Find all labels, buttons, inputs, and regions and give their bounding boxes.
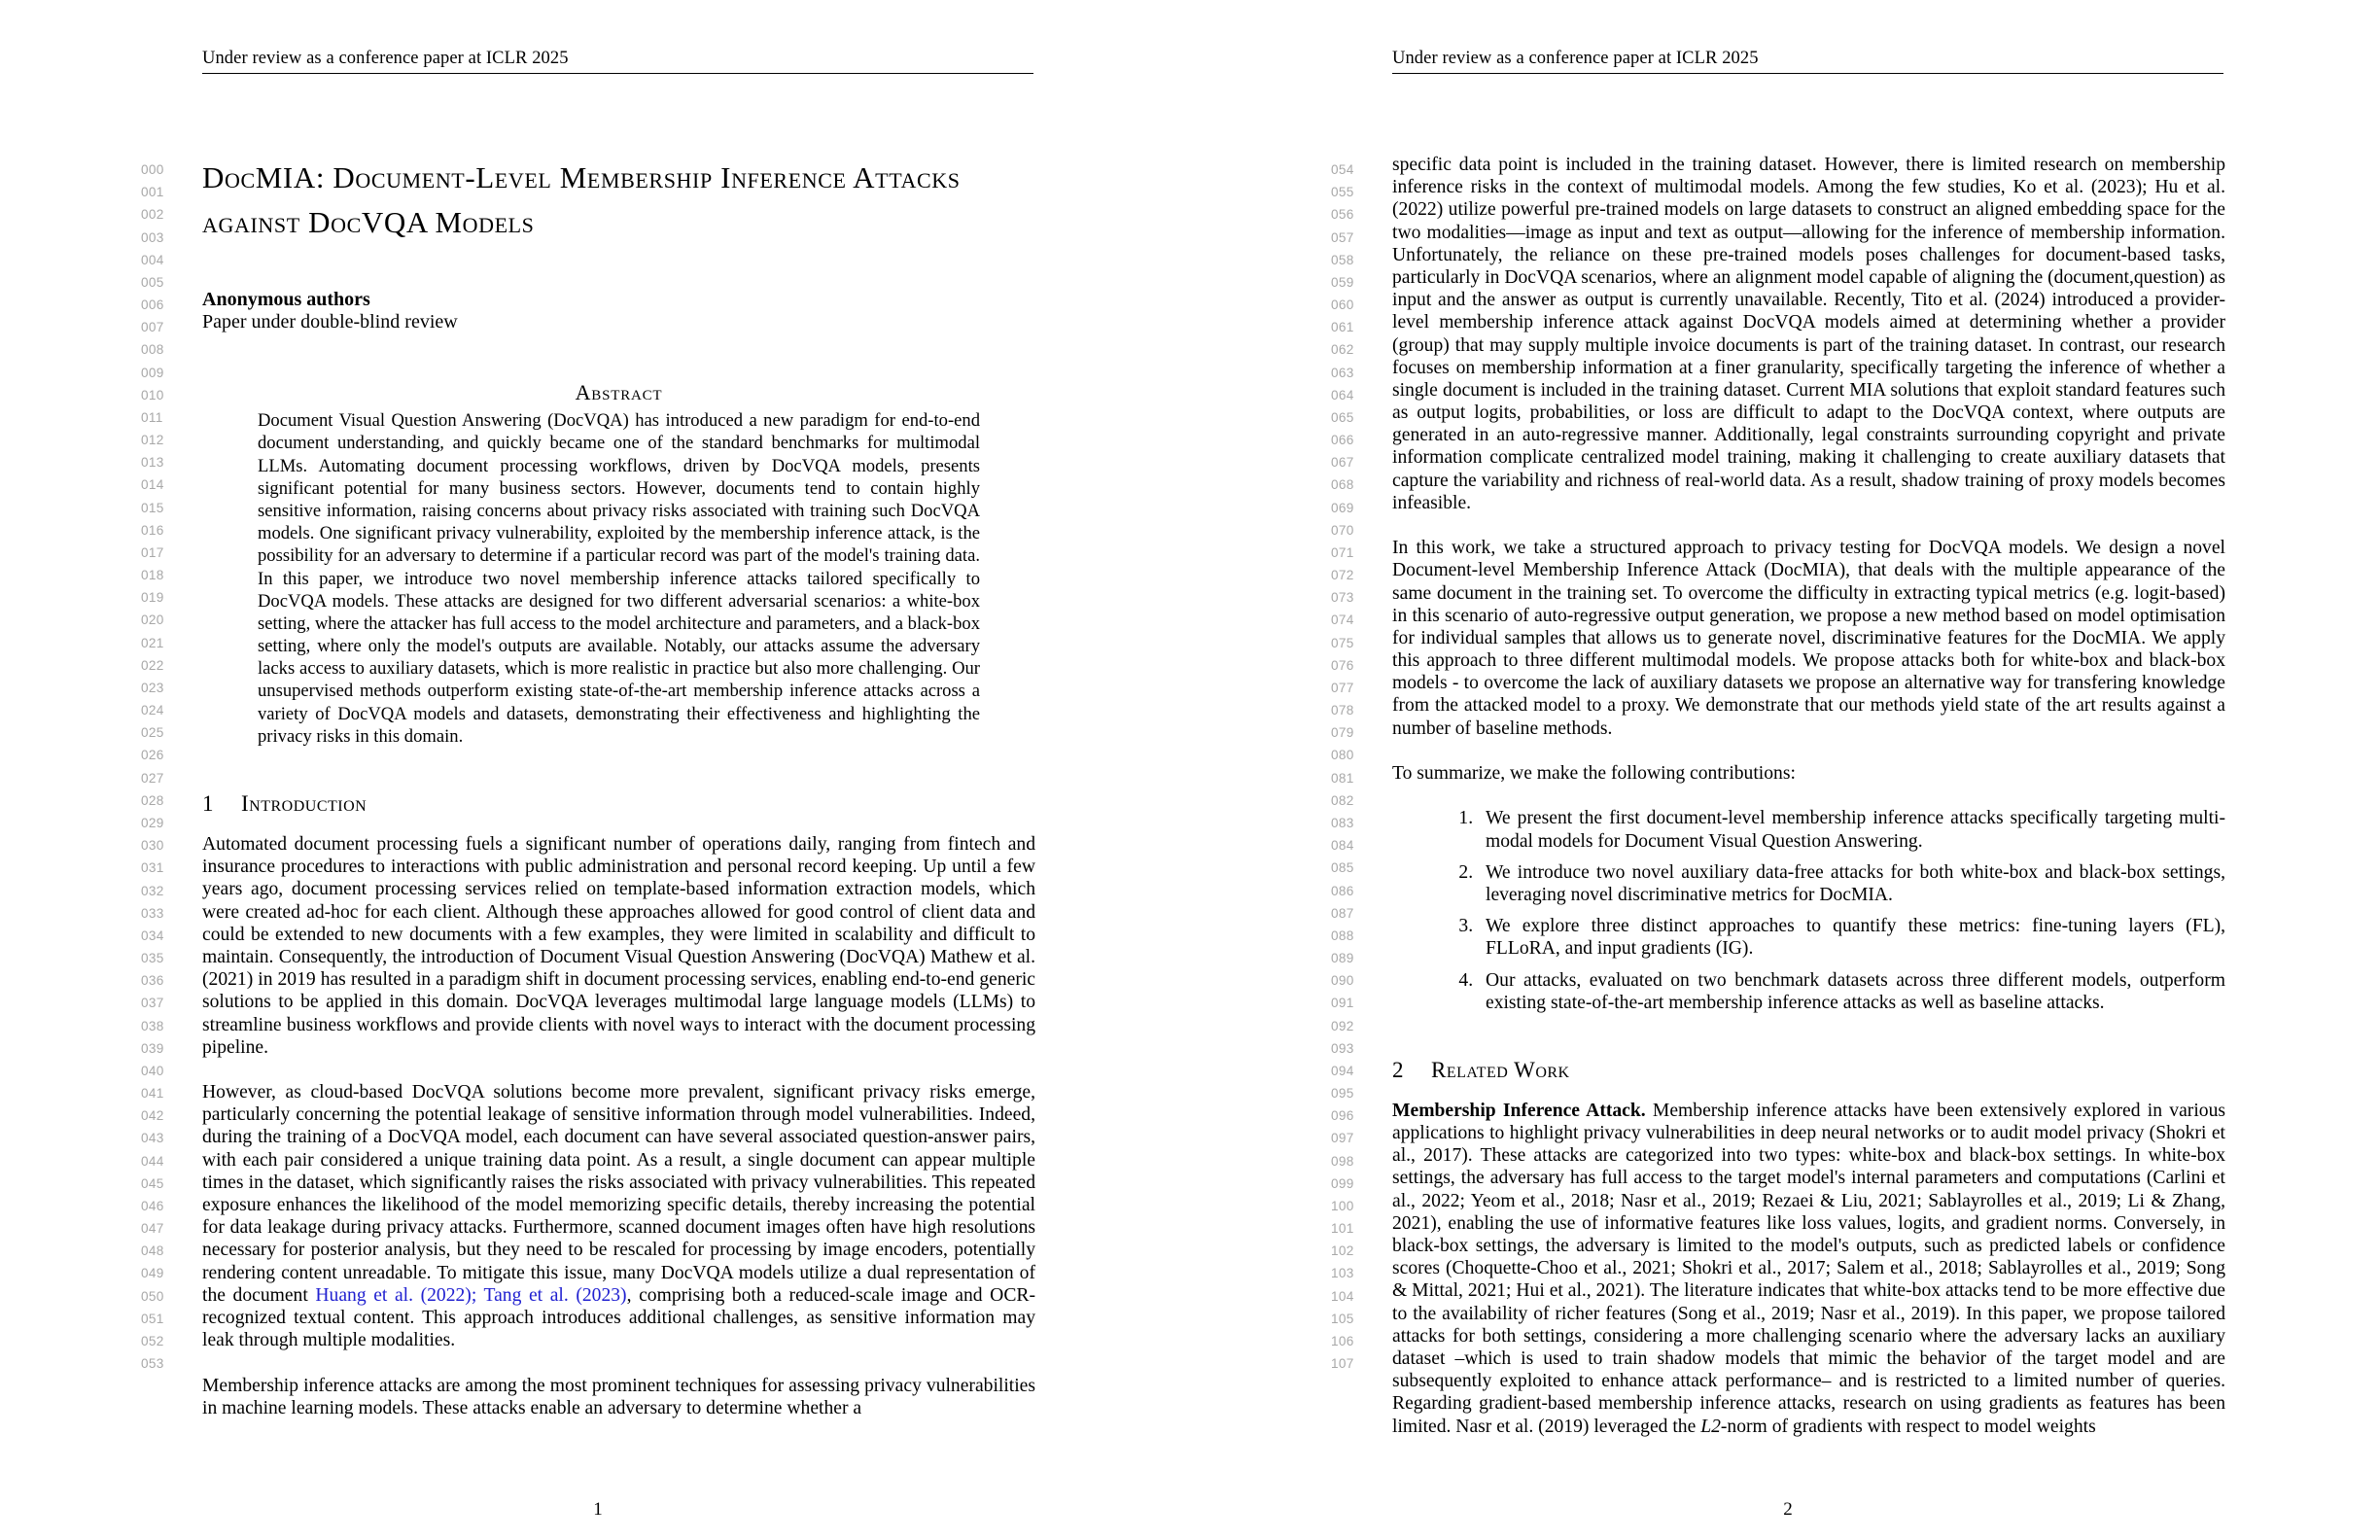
intro-paragraph-3: Membership inference attacks are among the most prominent techniques for assessing privacy vulnerabilities in machine learning models. These attacks enable an adversary to determine whether a xyxy=(202,1375,1035,1418)
line-number: 013 xyxy=(141,455,164,471)
intro-paragraph-2 xyxy=(202,1081,1035,1351)
column-right xyxy=(1392,154,2225,1438)
section-title: Introduction xyxy=(241,791,368,817)
line-number: 038 xyxy=(141,1018,164,1033)
line-number: 005 xyxy=(141,274,164,290)
line-number: 042 xyxy=(141,1108,164,1124)
math-symbol-l2: L2 xyxy=(1700,1416,1721,1437)
line-number: 009 xyxy=(141,365,164,380)
line-number: 102 xyxy=(1331,1243,1354,1259)
related-work-paragraph xyxy=(1392,1100,2225,1438)
line-number: 097 xyxy=(1331,1131,1354,1146)
line-number: 089 xyxy=(1331,951,1354,966)
line-number: 075 xyxy=(1331,635,1354,650)
line-number: 052 xyxy=(141,1333,164,1348)
line-number: 039 xyxy=(141,1040,164,1056)
line-number: 070 xyxy=(1331,522,1354,538)
citation-link-huang-tang[interactable]: Huang et al. (2022); Tang et al. (2023) xyxy=(315,1284,627,1306)
line-number: 048 xyxy=(141,1243,164,1259)
page-number-right: 2 xyxy=(1783,1499,1793,1520)
line-number: 025 xyxy=(141,725,164,741)
line-number: 056 xyxy=(1331,207,1354,223)
right-paragraph-2: In this work, we take a structured approach to privacy testing for DocVQA models. We design a novel Document-level Membership Inference Attack (DocMIA), that deals with the multiple appearance of the same document in the training set. To overcome the difficulty in extracting typical metrics (e.g. logit-based) in this scenario of auto-regressive output generation, we propose a new method based on model optimisation for individual samples that allows us to generate novel, discriminative features for the DocMIA. We apply this approach to three different multimodal models. We propose attacks both for white-box and black-box models - to overcome the lack of auxiliary datasets we propose an alternative way for transfering knowledge from the attacked model to a proxy. We demonstrate that our methods yield state of the art results against a number of baseline methods. xyxy=(1392,538,2225,739)
line-number: 049 xyxy=(141,1266,164,1281)
line-number: 051 xyxy=(141,1311,164,1326)
intro-p2-text-before: However, as cloud-based DocVQA solutions become more prevalent, significant privacy risks emerge, particularly concerning the potential leakage of sensitive information through model vulnerabilities. Indeed, during the training of a DocVQA model, each document can have several associated question-answer pairs, with each pair considered a unique training data point. As a result, a single document can appear multiple times in the dataset, which significantly raises the risks associated with privacy vulnerabilities. This repeated exposure enhances the likelihood of the model memorizing specific details, thereby increasing the potential for data leakage during privacy attacks. Furthermore, scanned document images often have high resolutions necessary for posterior analysis, but they need to be rescaled for processing by image encoders, potentially rendering content unreadable. To mitigate this issue, many DocVQA models utilize a dual representation of the document xyxy=(202,1082,1035,1306)
line-number: 094 xyxy=(1331,1063,1354,1078)
line-number: 081 xyxy=(1331,770,1354,786)
section-title: Related Work xyxy=(1431,1057,1570,1082)
line-number: 072 xyxy=(1331,568,1354,583)
line-number: 023 xyxy=(141,680,164,695)
line-number: 029 xyxy=(141,815,164,830)
line-number: 040 xyxy=(141,1063,164,1078)
line-number: 046 xyxy=(141,1198,164,1213)
intro-p2-text-after: , comprising both a reduced-scale image and OCR-recognized textual content. This approach introduces additional challenges, as sensitive information may leak through multiple modalities. xyxy=(202,1284,1035,1351)
line-number: 063 xyxy=(1331,365,1354,380)
line-number: 010 xyxy=(141,387,164,402)
line-number: 035 xyxy=(141,951,164,966)
line-number: 080 xyxy=(1331,748,1354,763)
line-number: 060 xyxy=(1331,298,1354,313)
line-number: 037 xyxy=(141,996,164,1011)
line-number: 008 xyxy=(141,342,164,358)
line-number: 011 xyxy=(141,409,163,425)
line-number: 002 xyxy=(141,207,164,223)
line-number: 091 xyxy=(1331,996,1354,1011)
line-number: 015 xyxy=(141,500,164,515)
line-number: 027 xyxy=(141,770,164,786)
line-number: 064 xyxy=(1331,387,1354,402)
list-item: 2. We introduce two novel auxiliary data-free attacks for both white-box and black-box settings, leveraging novel discriminative metrics for DocMIA. xyxy=(1478,861,2225,906)
line-number: 085 xyxy=(1331,860,1354,876)
intro-paragraph-1: Automated document processing fuels a significant number of operations daily, ranging from fintech and insurance procedures to interactions with public administration and personal record keeping. Up until a few years ago, document processing services relied on template-based information extraction models, which were created ad-hoc for each client. Although these approaches allowed for good control of client data and could be extended to new documents with a few examples, they were limited in scalability and difficult to maintain. Consequently, the introduction of Document Visual Question Answering (DocVQA) Mathew et al. (2021) in 2019 has resulted in a paradigm shift in document processing services, enabling end-to-end generic solutions to be applied in this domain. DocVQA leverages multimodal large language models (LLMs) to streamline business workflows and provide clients with novel ways to interact with the document processing pipeline. xyxy=(202,834,1035,1058)
line-number-gutter-right xyxy=(1331,158,1376,1375)
line-number: 045 xyxy=(141,1175,164,1191)
line-number: 054 xyxy=(1331,162,1354,177)
line-number: 033 xyxy=(141,905,164,921)
author-block xyxy=(202,289,1035,333)
abstract-heading: Abstract xyxy=(575,380,663,405)
line-number: 007 xyxy=(141,320,164,335)
line-number: 107 xyxy=(1331,1356,1354,1372)
paragraph-lead-label: Membership Inference Attack. xyxy=(1392,1100,1646,1121)
line-number: 099 xyxy=(1331,1175,1354,1191)
abstract-body: Document Visual Question Answering (DocVQA) has introduced a new paradigm for end-to-end document understanding, and quickly became one of the standard benchmarks for multimodal LLMs. Automating document processing workflows, driven by DocVQA models, presents significant potential for many business sectors. However, documents tend to contain highly sensitive information, raising concerns about privacy risks associated with training such DocVQA models. One significant privacy vulnerability, exploited by the membership inference attack, is the possibility for an adversary to determine if a particular record was part of the model's training data. In this paper, we introduce two novel membership inference attacks tailored specifically to DocVQA models. These attacks are designed for two different adversarial scenarios: a white-box setting, where the attacker has full access to the model architecture and parameters, and a black-box setting, where only the model's outputs are available. Notably, our attacks assume the adversary lacks access to auxiliary datasets, which is more realistic in practice but also more challenging. Our unsupervised methods outperform existing state-of-the-art membership inference attacks across a variety of DocVQA models and datasets, demonstrating their effectiveness and highlighting the privacy risks in this domain. xyxy=(258,410,980,747)
line-number: 053 xyxy=(141,1356,164,1372)
line-number: 100 xyxy=(1331,1198,1354,1213)
line-number: 061 xyxy=(1331,320,1354,335)
contributions-list xyxy=(1392,807,2225,1014)
line-number: 098 xyxy=(1331,1153,1354,1169)
section-number: 1 xyxy=(202,791,214,817)
line-number: 095 xyxy=(1331,1086,1354,1102)
line-number: 043 xyxy=(141,1131,164,1146)
line-number-gutter-left xyxy=(141,158,186,1375)
section-heading-related-work xyxy=(1392,1058,2225,1083)
line-number: 017 xyxy=(141,544,164,560)
line-number: 096 xyxy=(1331,1108,1354,1124)
page-right xyxy=(1190,0,2380,1540)
line-number: 034 xyxy=(141,928,164,943)
line-number: 020 xyxy=(141,612,164,628)
line-number: 069 xyxy=(1331,500,1354,515)
line-number: 030 xyxy=(141,838,164,854)
line-number: 047 xyxy=(141,1221,164,1237)
line-number: 076 xyxy=(1331,657,1354,673)
line-number: 024 xyxy=(141,703,164,718)
line-number: 019 xyxy=(141,590,164,606)
line-number: 018 xyxy=(141,568,164,583)
line-number: 044 xyxy=(141,1153,164,1169)
author-subtitle: Paper under double-blind review xyxy=(202,311,458,333)
line-number: 066 xyxy=(1331,433,1354,448)
line-number: 067 xyxy=(1331,455,1354,471)
line-number: 105 xyxy=(1331,1311,1354,1326)
line-number: 101 xyxy=(1331,1221,1354,1237)
line-number: 092 xyxy=(1331,1018,1354,1033)
line-number: 104 xyxy=(1331,1288,1354,1304)
contributions-lead-in: To summarize, we make the following contributions: xyxy=(1392,763,1796,785)
line-number: 065 xyxy=(1331,409,1354,425)
line-number: 000 xyxy=(141,162,164,177)
continued-paragraph: specific data point is included in the training dataset. However, there is limited research on membership inference risks in the context of multimodal models. Among the few studies, Ko et al. (2023); Hu et al. (2022) utilize powerful pre-trained models on large datasets to construct an aligned embedding space for the two modalities—image as input and text as output—allowing for the inference of membership information. Unfortunately, the reliance on these pre-trained models poses challenges for document-based tasks, particularly in DocVQA scenarios, where an alignment model capable of aligning the (document,question) as input and the answer as output is currently unavailable. Recently, Tito et al. (2024) introduced a provider-level membership inference attack against DocVQA models aimed at determining whether a provider (group) that may supply multiple invoice documents is part of the training dataset. In contrast, our research focuses on membership information at a finer granularity, specifically targeting the inference of whether a single document is included in the training dataset. Current MIA solutions that exploit standard features such as output logits, probabilities, or loss are difficult to adapt to the DocVQA context, where outputs are generated in an auto-regressive manner. Additionally, legal constraints surrounding copyright and private information complicate centralized model training, making it challenging to create auxiliary datasets that capture the variability and richness of real-world data. As a result, shadow training of proxy models becomes infeasible. xyxy=(1392,155,2225,513)
line-number: 087 xyxy=(1331,905,1354,921)
section-number: 2 xyxy=(1392,1057,1404,1082)
line-number: 016 xyxy=(141,522,164,538)
line-number: 026 xyxy=(141,748,164,763)
line-number: 079 xyxy=(1331,725,1354,741)
line-number: 014 xyxy=(141,477,164,493)
line-number: 090 xyxy=(1331,973,1354,989)
line-number: 032 xyxy=(141,883,164,898)
line-number: 093 xyxy=(1331,1040,1354,1056)
line-number: 073 xyxy=(1331,590,1354,606)
list-item: 3. We explore three distinct approaches to quantify these metrics: fine-tuning layers (FL), FLLoRA, and input gradients (IG). xyxy=(1478,915,2225,960)
related-body-part-1: Membership inference attacks have been extensively explored in various applications to highlight privacy vulnerabilities in deep neural networks or to audit model privacy (Shokri et al., 2017). These attacks are categorized into two types: white-box and black-box settings. In white-box settings, the adversary has full access to the target model's internal parameters and computations (Carlini et al., 2022; Yeom et al., 2018; Nasr et al., 2019; Rezaei & Liu, 2021; Sablayrolles et al., 2019; Li & Zhang, 2021), enabling the use of informative features like loss values, logits, and gradient norms. Conversely, in black-box settings, the adversary is limited to the model's outputs, such as predicted labels or confidence scores (Choquette-Choo et al., 2021; Shokri et al., 2017; Salem et al., 2018; Sablayrolles et al., 2019; Song & Mittal, 2021; Hui et al., 2021). The literature indicates that white-box attacks tend to be more effective due to the availability of richer features (Song et al., 2019; Nasr et al., 2019). In this paper, we propose tailored attacks for both settings, considering a more challenging scenario where the adversary lacks an auxiliary dataset –which is used to train shadow models that mimic the behavior of the target model and are subsequently exploited to enhance attack performance– and is restricted to a limited number of queries. Regarding gradient-based membership inference attacks, research on using gradients as features has been limited. Nasr et al. (2019) leveraged the xyxy=(1392,1100,2225,1437)
line-number: 077 xyxy=(1331,680,1354,695)
line-number: 071 xyxy=(1331,544,1354,560)
list-item: 4. Our attacks, evaluated on two benchmark datasets across three different models, outperform existing state-of-the-art membership inference attacks as well as baseline attacks. xyxy=(1478,969,2225,1014)
line-number: 084 xyxy=(1331,838,1354,854)
line-number: 012 xyxy=(141,433,164,448)
line-number: 074 xyxy=(1331,612,1354,628)
line-number: 041 xyxy=(141,1086,164,1102)
related-body-part-2: -norm of gradients with respect to model weights xyxy=(1720,1416,2096,1437)
line-number: 003 xyxy=(141,229,164,245)
author-name: Anonymous authors xyxy=(202,288,370,310)
line-number: 031 xyxy=(141,860,164,876)
page-number-left: 1 xyxy=(593,1499,603,1520)
running-header-left: Under review as a conference paper at ICLR 2025 xyxy=(202,49,1033,74)
line-number: 001 xyxy=(141,185,164,200)
column-left xyxy=(202,154,1035,1419)
line-number: 021 xyxy=(141,635,164,650)
section-heading-introduction xyxy=(202,791,1035,817)
line-number: 004 xyxy=(141,252,164,267)
line-number: 028 xyxy=(141,792,164,808)
line-number: 050 xyxy=(141,1288,164,1304)
line-number: 059 xyxy=(1331,274,1354,290)
line-number: 006 xyxy=(141,298,164,313)
line-number: 083 xyxy=(1331,815,1354,830)
line-number: 088 xyxy=(1331,928,1354,943)
line-number: 106 xyxy=(1331,1333,1354,1348)
page-title: DocMIA: Document-Level Membership Inference Attacks against DocVQA Models xyxy=(202,160,961,240)
running-header-right: Under review as a conference paper at ICLR 2025 xyxy=(1392,49,2223,74)
line-number: 062 xyxy=(1331,342,1354,358)
line-number: 022 xyxy=(141,657,164,673)
line-number: 082 xyxy=(1331,792,1354,808)
line-number: 055 xyxy=(1331,185,1354,200)
line-number: 058 xyxy=(1331,252,1354,267)
line-number: 068 xyxy=(1331,477,1354,493)
line-number: 086 xyxy=(1331,883,1354,898)
line-number: 103 xyxy=(1331,1266,1354,1281)
line-number: 057 xyxy=(1331,229,1354,245)
list-item: 1. We present the first document-level membership inference attacks specifically targeting multi-modal models for Document Visual Question Answering. xyxy=(1478,807,2225,852)
line-number: 036 xyxy=(141,973,164,989)
line-number: 078 xyxy=(1331,703,1354,718)
